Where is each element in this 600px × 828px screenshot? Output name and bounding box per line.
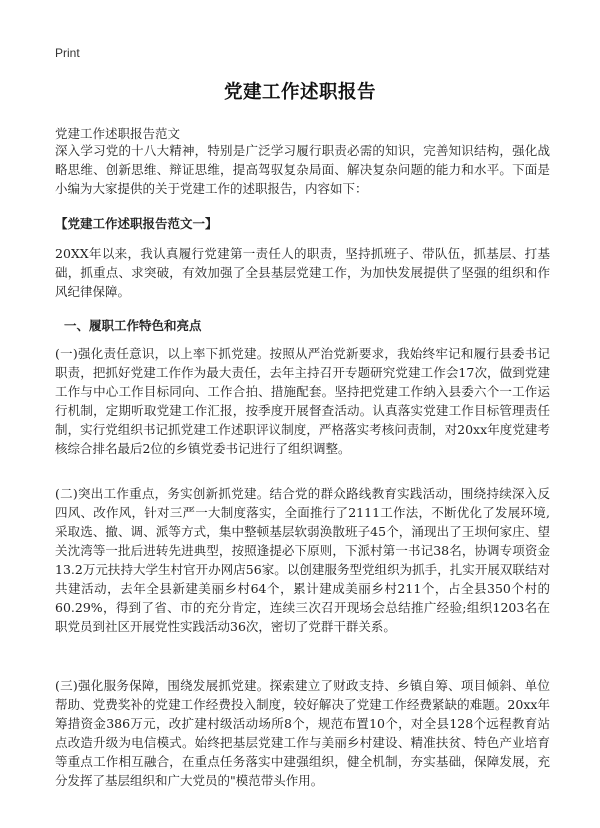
item-paragraph-2: (二)突出工作重点，务实创新抓党建。结合党的群众路线教育实践活动，围绕持续深入反四风、改作风，针对三严一大制度落实，全面推行了2111工作法，不断优化了发展环境,采取选、撤、调、派等方式，集中整顿基层软弱涣散班子45个，涌现出了王坝何家庄、望关沈湾等一批后进转先进典型，按照逢提必下原则，下派村第一书记38名，协调专项资金13.2万元扶持大学生村官开办网店56家。以创建服务型党组织为抓手，扎实开展双联结对共建活动，去年全县新建美丽乡村64个，累计建成美丽乡村211个，占全县350个村的60.29%，得到了省、市的充分肯定，连续三次召开现场会总结推广经验;组织1203名在职党员到社区开展党性实践活动36次，密切了党群干群关系。 [55, 486, 550, 634]
document-title: 党建工作述职报告 [223, 82, 376, 103]
sample-heading: 【党建工作述职报告范文一】 [55, 216, 218, 231]
print-link[interactable]: Print [55, 46, 80, 60]
section-heading: 一、履职工作特色和亮点 [64, 318, 202, 333]
opening-paragraph: 20XX年以来，我认真履行党建第一责任人的职责，坚持抓班子、带队伍，抓基层、打基础，抓重点、求突破，有效加强了全县基层党建工作，为加快发展提供了坚强的组织和作风纪律保障。 [55, 246, 550, 299]
intro-paragraph: 深入学习党的十八大精神，特别是广泛学习履行职责必需的知识，完善知识结构，强化战略思维、创新思维、辩证思维，提高驾驭复杂局面、解决复杂问题的能力和水平。下面是小编为大家提供的关于党建工作的述职报告，内容如下： [55, 143, 550, 196]
item-paragraph-1: (一)强化责任意识，以上率下抓党建。按照从严治党新要求，我始终牢记和履行县委书记职责，把抓好党建工作作为最大责任，去年主持召开专题研究党建工作会17次，做到党建工作与中心工作目标同向、工作合拍、措施配套。坚持把党建工作纳入县委六个一工作运行机制，定期听取党建工作汇报，按季度开展督查活动。认真落实党建工作目标管理责任制，实行党组织书记抓党建工作述职评议制度，严格落实考核问责制，对20xx年度党建考核综合排名最后2位的乡镇党委书记进行了组织调整。 [55, 346, 550, 456]
document-subtitle: 党建工作述职报告范文 [55, 126, 181, 141]
item-paragraph-3: (三)强化服务保障，围绕发展抓党建。探索建立了财政支持、乡镇自筹、项目倾斜、单位帮助、党费奖补的党建工作经费投入制度，较好解决了党建工作经费紧缺的难题。20xx年筹措资金386万元，改扩建村级活动场所8个，规范布置10个，对全县128个远程教育站点改造升级为电信模式。始终把基层党建工作与美丽乡村建设、精准扶贫、特色产业培育等重点工作相互融合，在重点任务落实中建强组织，健全机制，夯实基础，保障发展，充分发挥了基层组织和广大党员的"模范带头作用。 [55, 678, 550, 788]
